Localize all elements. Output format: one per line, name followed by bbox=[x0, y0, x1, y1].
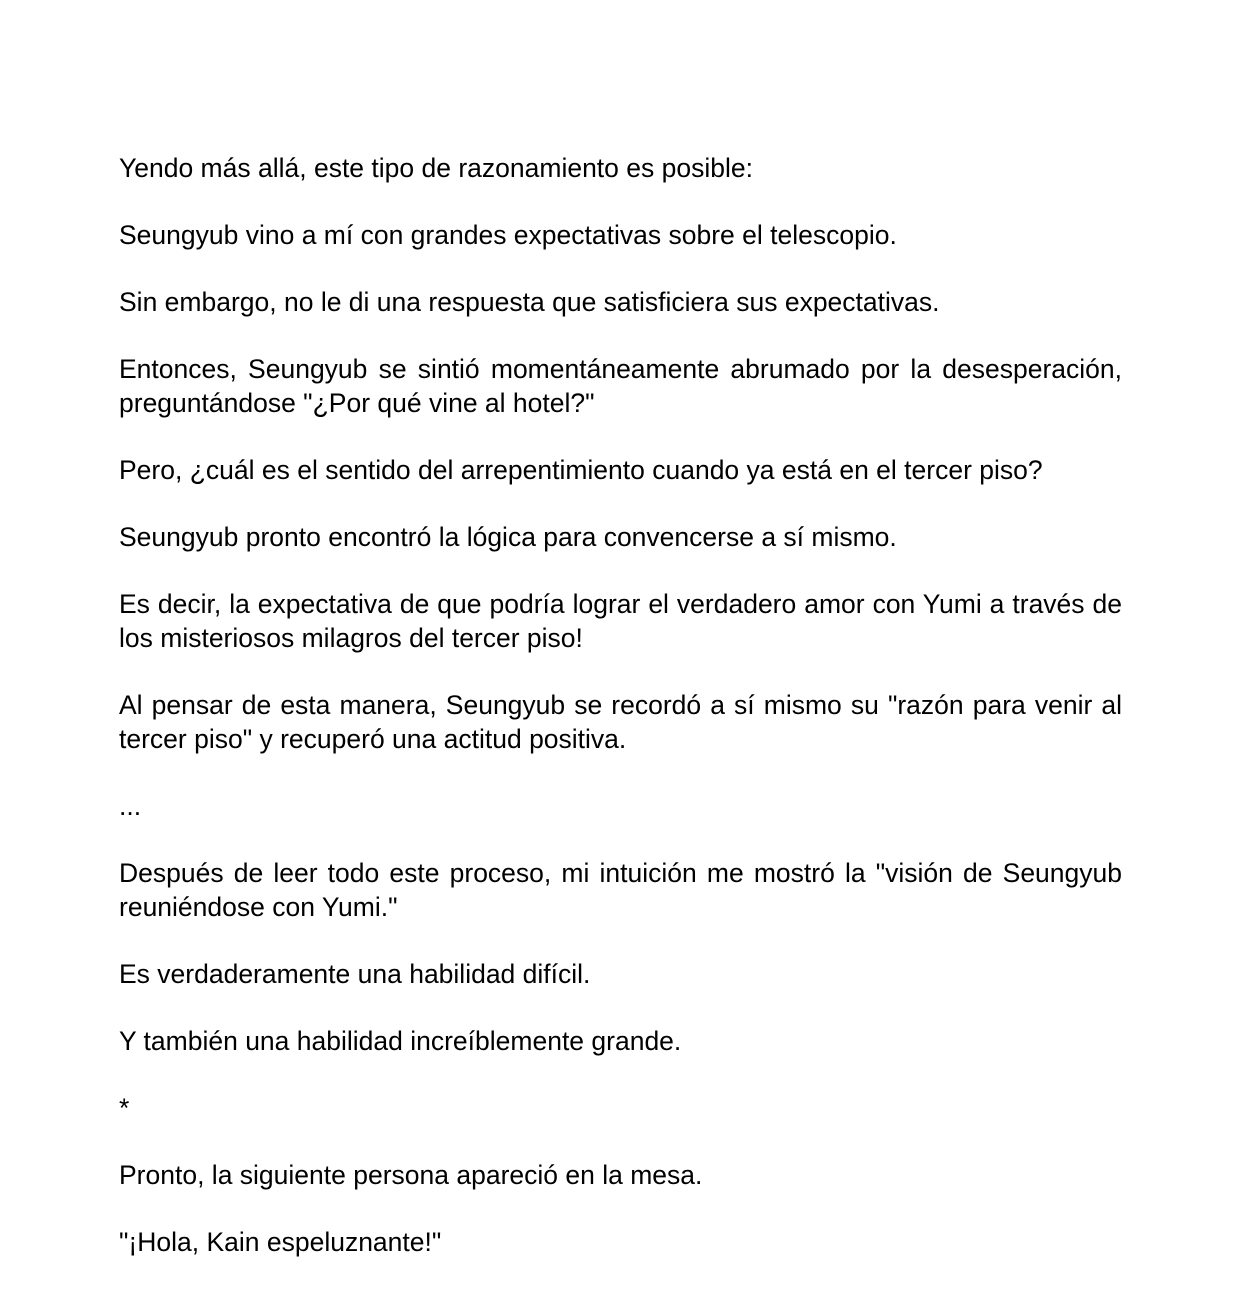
document-page bbox=[119, 151, 1122, 1292]
paragraph: Entonces, Seungyub se sintió momentáneamente abrumado por la desesperación, preguntándose "¿Por qué vine al hotel?" bbox=[119, 354, 1122, 418]
paragraph: Y también una habilidad increíblemente grande. bbox=[119, 1026, 682, 1056]
paragraph: Después de leer todo este proceso, mi intuición me mostró la "visión de Seungyub reuniéndose con Yumi." bbox=[119, 858, 1122, 922]
paragraph: Sin embargo, no le di una respuesta que satisficiera sus expectativas. bbox=[119, 287, 940, 317]
paragraph: Seungyub vino a mí con grandes expectativas sobre el telescopio. bbox=[119, 220, 897, 250]
paragraph: Es verdaderamente una habilidad difícil. bbox=[119, 959, 591, 989]
paragraph: Pronto, la siguiente persona apareció en la mesa. bbox=[119, 1160, 703, 1190]
paragraph: "¡Hola, Kain espeluznante!" bbox=[119, 1227, 442, 1257]
paragraph: Al pensar de esta manera, Seungyub se recordó a sí mismo su "razón para venir al tercer piso" y recuperó una actitud positiva. bbox=[119, 690, 1122, 754]
paragraph: ... bbox=[119, 791, 142, 821]
section-break: * bbox=[119, 1093, 130, 1123]
paragraph: Seungyub pronto encontró la lógica para convencerse a sí mismo. bbox=[119, 522, 897, 552]
paragraph: Es decir, la expectativa de que podría lograr el verdadero amor con Yumi a través de los misteriosos milagros del tercer piso! bbox=[119, 589, 1122, 653]
paragraph: Pero, ¿cuál es el sentido del arrepentimiento cuando ya está en el tercer piso? bbox=[119, 455, 1043, 485]
paragraph: Yendo más allá, este tipo de razonamiento es posible: bbox=[119, 153, 753, 183]
